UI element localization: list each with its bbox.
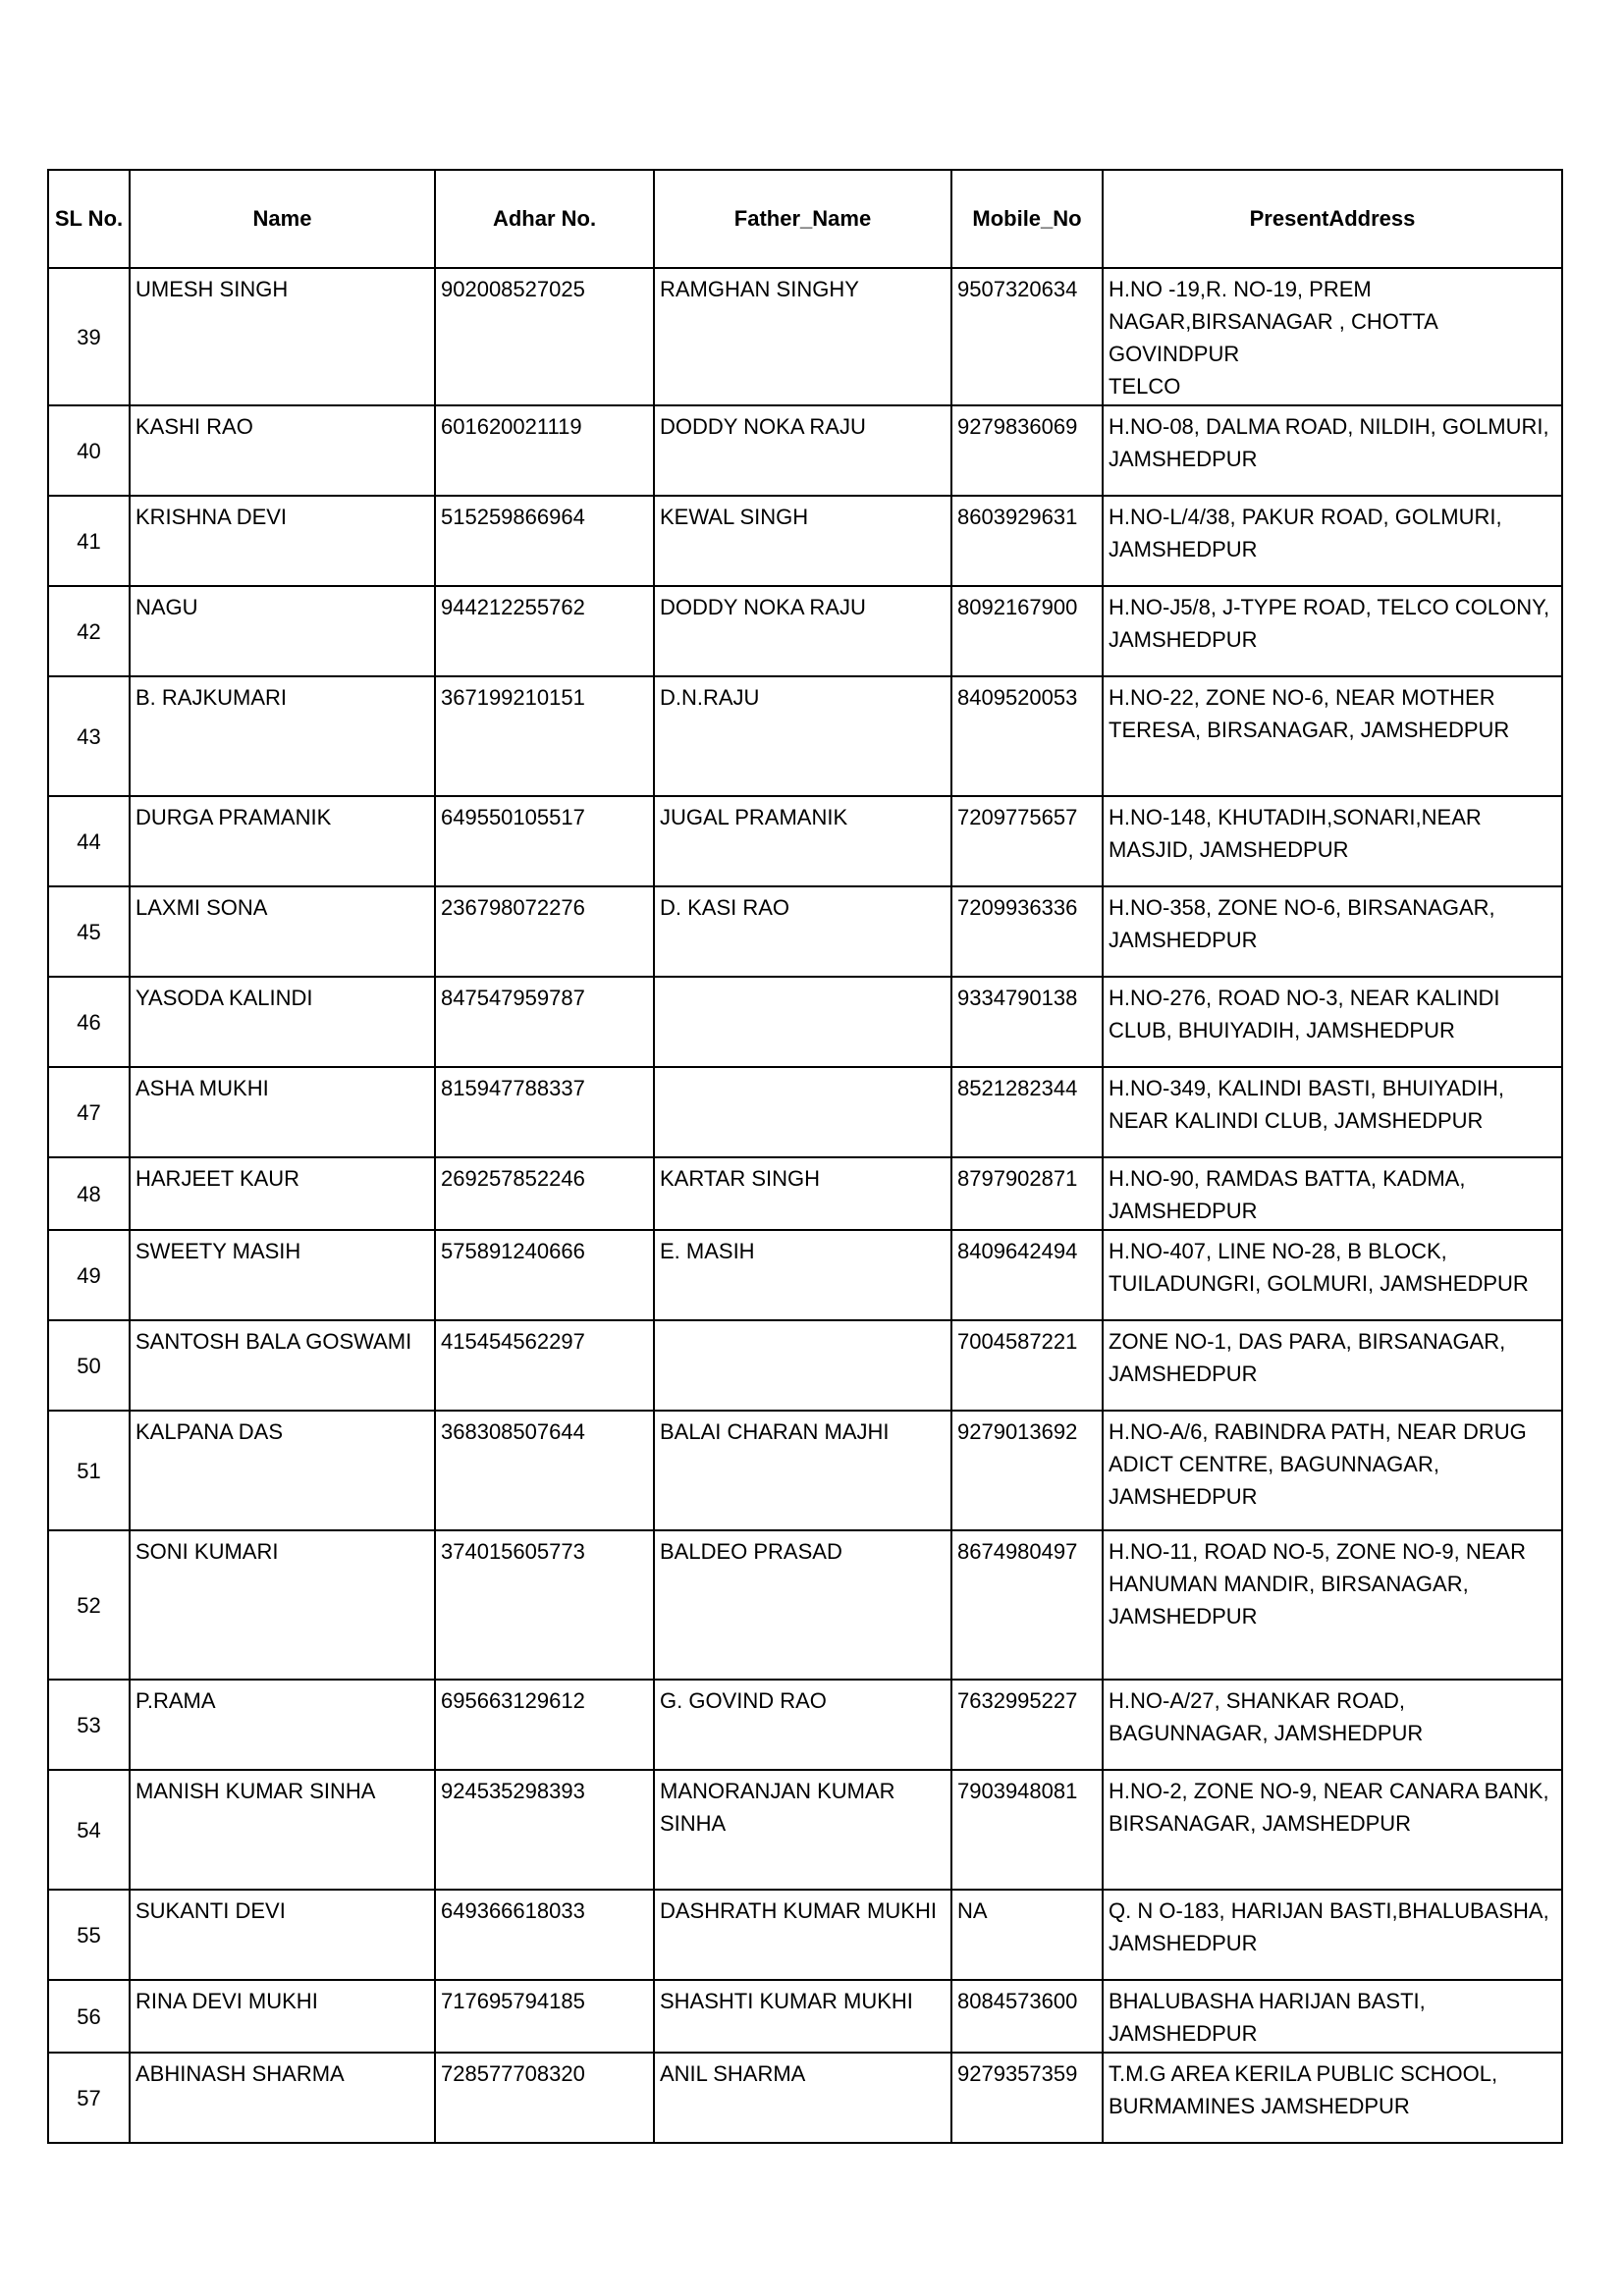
cell-sl-no: 42 [48,586,130,676]
table-row [48,2053,1562,2143]
cell-mobile-no: 9334790138 [951,977,1103,1067]
cell-name: UMESH SINGH [130,268,435,405]
cell-adhar-no: 649550105517 [435,796,654,886]
table-row [48,886,1562,977]
cell-mobile-no: 8797902871 [951,1157,1103,1230]
cell-name: ABHINASH SHARMA [130,2053,435,2143]
cell-sl-no: 43 [48,676,130,796]
cell-father-name [654,1320,951,1411]
cell-mobile-no: 8521282344 [951,1067,1103,1157]
cell-sl-no: 51 [48,1411,130,1530]
cell-present-address: H.NO-148, KHUTADIH,SONARI,NEAR MASJID, JAMSHEDPUR [1103,796,1562,886]
cell-name: LAXMI SONA [130,886,435,977]
cell-name: P.RAMA [130,1680,435,1770]
cell-mobile-no: 9279357359 [951,2053,1103,2143]
cell-adhar-no: 415454562297 [435,1320,654,1411]
cell-father-name: DASHRATH KUMAR MUKHI [654,1890,951,1980]
cell-sl-no: 39 [48,268,130,405]
cell-name: MANISH KUMAR SINHA [130,1770,435,1890]
cell-father-name: BALDEO PRASAD [654,1530,951,1680]
cell-adhar-no: 728577708320 [435,2053,654,2143]
header-mobile-no: Mobile_No [951,170,1103,268]
cell-present-address: ZONE NO-1, DAS PARA, BIRSANAGAR, JAMSHEDPUR [1103,1320,1562,1411]
table-row [48,796,1562,886]
cell-mobile-no: 7632995227 [951,1680,1103,1770]
cell-adhar-no: 374015605773 [435,1530,654,1680]
cell-present-address: H.NO-90, RAMDAS BATTA, KADMA, JAMSHEDPUR [1103,1157,1562,1230]
cell-name: YASODA KALINDI [130,977,435,1067]
cell-name: ASHA MUKHI [130,1067,435,1157]
cell-father-name: D. KASI RAO [654,886,951,977]
cell-adhar-no: 695663129612 [435,1680,654,1770]
header-father-name: Father_Name [654,170,951,268]
table-row [48,1157,1562,1230]
cell-present-address: H.NO-A/27, SHANKAR ROAD, BAGUNNAGAR, JAMSHEDPUR [1103,1680,1562,1770]
header-sl-no: SL No. [48,170,130,268]
header-present-address: PresentAddress [1103,170,1562,268]
table-row [48,1320,1562,1411]
cell-name: KALPANA DAS [130,1411,435,1530]
cell-sl-no: 57 [48,2053,130,2143]
cell-father-name: KARTAR SINGH [654,1157,951,1230]
cell-adhar-no: 236798072276 [435,886,654,977]
cell-present-address: H.NO-L/4/38, PAKUR ROAD, GOLMURI, JAMSHEDPUR [1103,496,1562,586]
cell-present-address: H.NO-2, ZONE NO-9, NEAR CANARA BANK, BIRSANAGAR, JAMSHEDPUR [1103,1770,1562,1890]
cell-present-address: H.NO-407, LINE NO-28, B BLOCK, TUILADUNGRI, GOLMURI, JAMSHEDPUR [1103,1230,1562,1320]
cell-father-name: DODDY NOKA RAJU [654,405,951,496]
cell-name: NAGU [130,586,435,676]
cell-father-name [654,977,951,1067]
table-row [48,676,1562,796]
cell-name: KASHI RAO [130,405,435,496]
cell-mobile-no: 9279013692 [951,1411,1103,1530]
cell-sl-no: 52 [48,1530,130,1680]
cell-mobile-no: 7004587221 [951,1320,1103,1411]
cell-sl-no: 45 [48,886,130,977]
cell-father-name [654,1067,951,1157]
cell-sl-no: 56 [48,1980,130,2053]
cell-adhar-no: 815947788337 [435,1067,654,1157]
cell-father-name: MANORANJAN KUMAR SINHA [654,1770,951,1890]
cell-name: DURGA PRAMANIK [130,796,435,886]
header-row [48,170,1562,268]
table-row [48,405,1562,496]
cell-sl-no: 48 [48,1157,130,1230]
cell-present-address: H.NO-22, ZONE NO-6, NEAR MOTHER TERESA, BIRSANAGAR, JAMSHEDPUR [1103,676,1562,796]
cell-present-address: H.NO-J5/8, J-TYPE ROAD, TELCO COLONY, JAMSHEDPUR [1103,586,1562,676]
cell-sl-no: 40 [48,405,130,496]
cell-mobile-no: 8092167900 [951,586,1103,676]
cell-father-name: KEWAL SINGH [654,496,951,586]
cell-present-address: H.NO-358, ZONE NO-6, BIRSANAGAR, JAMSHEDPUR [1103,886,1562,977]
cell-adhar-no: 924535298393 [435,1770,654,1890]
cell-father-name: DODDY NOKA RAJU [654,586,951,676]
table-row [48,496,1562,586]
cell-adhar-no: 847547959787 [435,977,654,1067]
cell-sl-no: 41 [48,496,130,586]
cell-mobile-no: 8409520053 [951,676,1103,796]
header-adhar-no: Adhar No. [435,170,654,268]
cell-sl-no: 54 [48,1770,130,1890]
cell-name: SWEETY MASIH [130,1230,435,1320]
table-row [48,268,1562,405]
beneficiary-table [47,169,1563,2144]
cell-name: RINA DEVI MUKHI [130,1980,435,2053]
cell-sl-no: 53 [48,1680,130,1770]
cell-father-name: BALAI CHARAN MAJHI [654,1411,951,1530]
cell-present-address: H.NO-276, ROAD NO-3, NEAR KALINDI CLUB, BHUIYADIH, JAMSHEDPUR [1103,977,1562,1067]
cell-name: HARJEET KAUR [130,1157,435,1230]
cell-sl-no: 47 [48,1067,130,1157]
cell-adhar-no: 902008527025 [435,268,654,405]
table-row [48,977,1562,1067]
cell-father-name: JUGAL PRAMANIK [654,796,951,886]
cell-name: SUKANTI DEVI [130,1890,435,1980]
cell-adhar-no: 368308507644 [435,1411,654,1530]
table-row [48,1067,1562,1157]
cell-mobile-no: 9279836069 [951,405,1103,496]
cell-adhar-no: 575891240666 [435,1230,654,1320]
cell-mobile-no: 8084573600 [951,1980,1103,2053]
cell-mobile-no: 7903948081 [951,1770,1103,1890]
cell-mobile-no: 9507320634 [951,268,1103,405]
cell-mobile-no: 8674980497 [951,1530,1103,1680]
cell-sl-no: 46 [48,977,130,1067]
table-row [48,586,1562,676]
header-name: Name [130,170,435,268]
cell-sl-no: 49 [48,1230,130,1320]
cell-adhar-no: 601620021119 [435,405,654,496]
cell-father-name: E. MASIH [654,1230,951,1320]
cell-sl-no: 44 [48,796,130,886]
table-row [48,1890,1562,1980]
cell-present-address: H.NO-11, ROAD NO-5, ZONE NO-9, NEAR HANUMAN MANDIR, BIRSANAGAR, JAMSHEDPUR [1103,1530,1562,1680]
table-row [48,1411,1562,1530]
cell-present-address: BHALUBASHA HARIJAN BASTI, JAMSHEDPUR [1103,1980,1562,2053]
cell-adhar-no: 944212255762 [435,586,654,676]
cell-name: SONI KUMARI [130,1530,435,1680]
cell-present-address: H.NO-A/6, RABINDRA PATH, NEAR DRUG ADICT CENTRE, BAGUNNAGAR, JAMSHEDPUR [1103,1411,1562,1530]
cell-name: SANTOSH BALA GOSWAMI [130,1320,435,1411]
cell-name: KRISHNA DEVI [130,496,435,586]
cell-name: B. RAJKUMARI [130,676,435,796]
cell-father-name: SHASHTI KUMAR MUKHI [654,1980,951,2053]
cell-adhar-no: 367199210151 [435,676,654,796]
table-row [48,1980,1562,2053]
cell-adhar-no: 269257852246 [435,1157,654,1230]
cell-present-address: Q. N O-183, HARIJAN BASTI,BHALUBASHA, JAMSHEDPUR [1103,1890,1562,1980]
table-header [48,170,1562,268]
cell-adhar-no: 515259866964 [435,496,654,586]
table-row [48,1680,1562,1770]
cell-mobile-no: 8409642494 [951,1230,1103,1320]
cell-adhar-no: 717695794185 [435,1980,654,2053]
cell-father-name: D.N.RAJU [654,676,951,796]
cell-father-name: RAMGHAN SINGHY [654,268,951,405]
cell-mobile-no: 8603929631 [951,496,1103,586]
cell-present-address: H.NO-08, DALMA ROAD, NILDIH, GOLMURI, JAMSHEDPUR [1103,405,1562,496]
table-body [48,268,1562,2143]
cell-sl-no: 50 [48,1320,130,1411]
cell-adhar-no: 649366618033 [435,1890,654,1980]
table-row [48,1770,1562,1890]
cell-present-address: H.NO -19,R. NO-19, PREM NAGAR,BIRSANAGAR , CHOTTA GOVINDPUR TELCO [1103,268,1562,405]
cell-father-name: G. GOVIND RAO [654,1680,951,1770]
cell-sl-no: 55 [48,1890,130,1980]
table-row [48,1230,1562,1320]
cell-present-address: T.M.G AREA KERILA PUBLIC SCHOOL, BURMAMINES JAMSHEDPUR [1103,2053,1562,2143]
cell-mobile-no: NA [951,1890,1103,1980]
cell-mobile-no: 7209775657 [951,796,1103,886]
cell-father-name: ANIL SHARMA [654,2053,951,2143]
cell-present-address: H.NO-349, KALINDI BASTI, BHUIYADIH, NEAR KALINDI CLUB, JAMSHEDPUR [1103,1067,1562,1157]
table-row [48,1530,1562,1680]
cell-mobile-no: 7209936336 [951,886,1103,977]
